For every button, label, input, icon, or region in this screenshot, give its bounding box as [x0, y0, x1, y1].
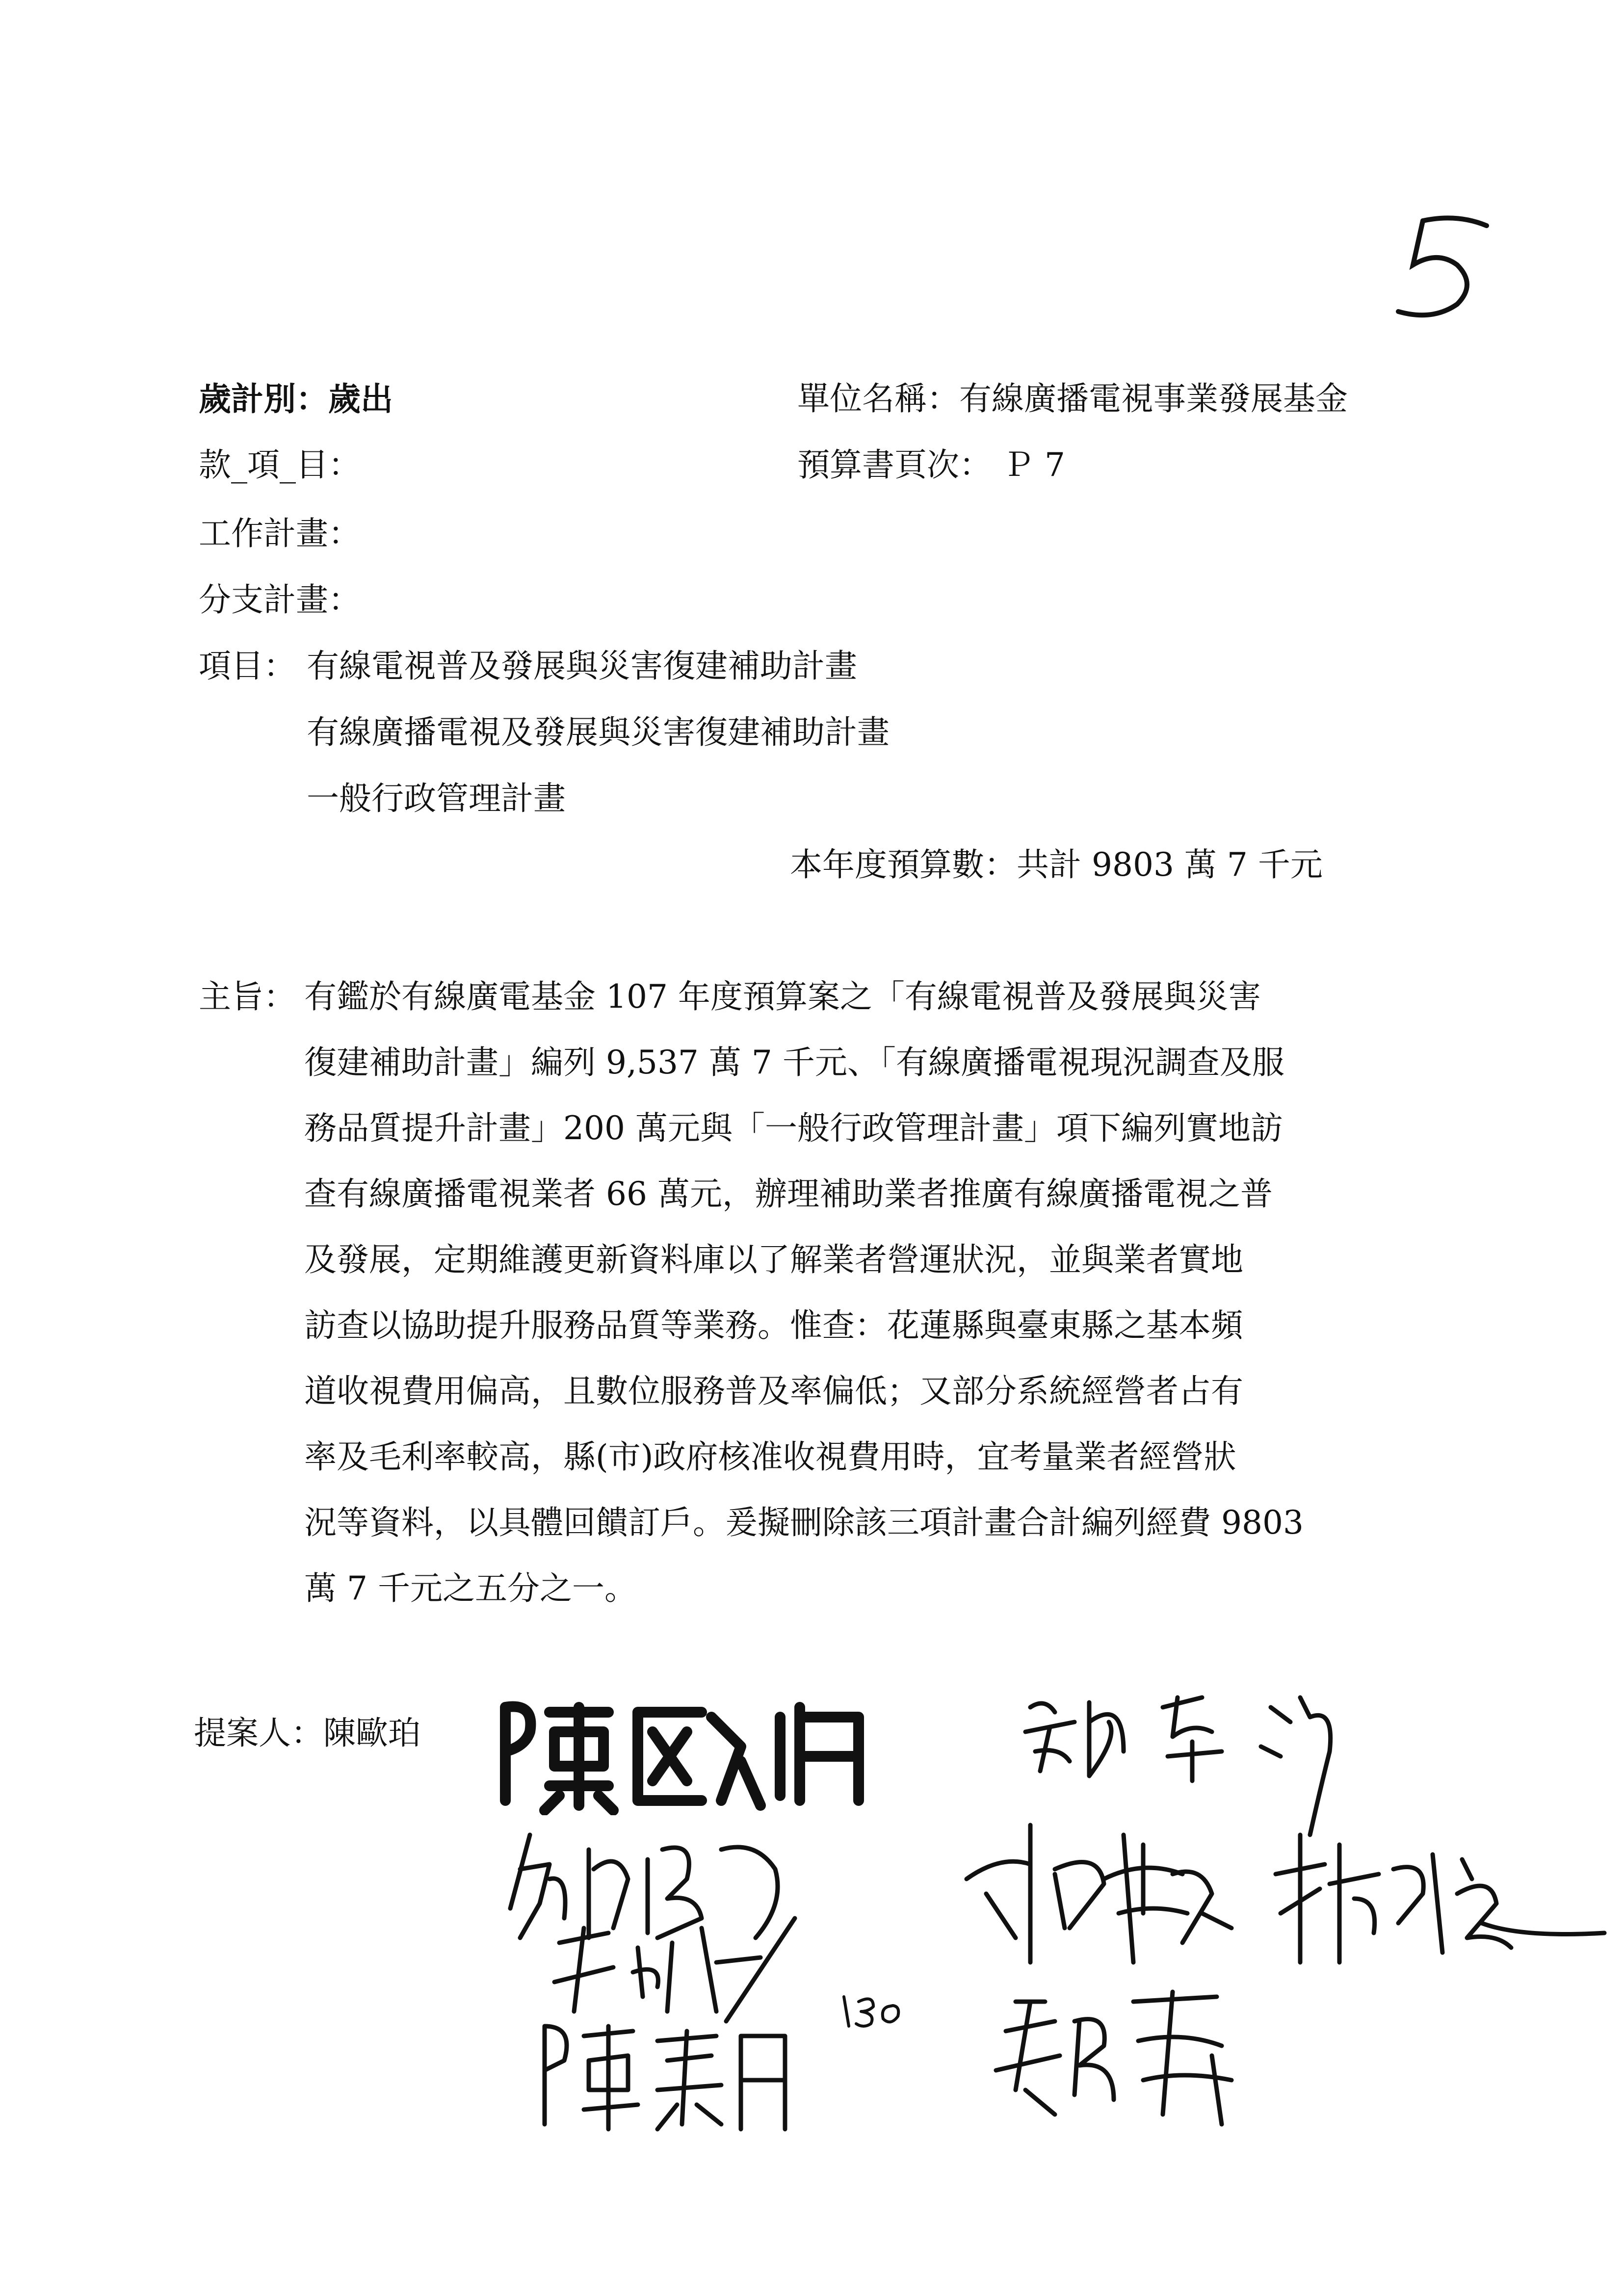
purpose-line: 務品質提升計畫」200 萬元與「一般行政管理計畫」項下編列實地訪: [304, 1109, 1283, 1147]
proposer-label: 提案人：陳歐珀: [194, 1714, 420, 1752]
purpose-line: 道收視費用偏高，且數位服務普及率偏低；又部分系統經營者占有: [304, 1372, 1243, 1410]
item-line: 一般行政管理計畫: [307, 780, 566, 817]
purpose-line: 訪查以協助提升服務品質等業務。惟查：花蓮縣與臺東縣之基本頻: [304, 1306, 1243, 1344]
sub-plan: 分支計畫：: [199, 581, 361, 619]
purpose-label: 主旨：: [199, 978, 296, 1016]
signature-left-row4: [530, 2007, 805, 2139]
purpose-line: 有鑑於有線廣電基金 107 年度預算案之「有線電視普及發展與災害: [304, 978, 1261, 1016]
purpose-line: 萬 7 千元之五分之一。: [304, 1569, 637, 1607]
purpose-line: 查有線廣播電視業者 66 萬元，辦理補助業者推廣有線廣播電視之普: [304, 1175, 1273, 1213]
budget-page: 預算書頁次： Ｐ 7: [797, 446, 1065, 484]
purpose-line: 復建補助計畫」編列 9,537 萬 7 千元、「有線廣播電視現況調查及服: [304, 1044, 1284, 1081]
section-item: 款_項_目：: [199, 446, 361, 484]
handwritten-page-number: [1384, 211, 1492, 324]
signature-right-row3: [986, 1982, 1261, 2129]
handwritten-note-130: [834, 1987, 913, 2031]
budget-total: 本年度預算數：共計 9803 萬 7 千元: [790, 846, 1323, 884]
items-label: 項目：: [199, 647, 296, 685]
item-line: 有線電視普及發展與災害復建補助計畫: [307, 647, 857, 685]
signature-chen-ou-po: [496, 1688, 878, 1815]
item-line: 有線廣播電視及發展與災害復建補助計畫: [307, 713, 890, 751]
purpose-line: 況等資料，以具體回饋訂戶。爰擬刪除該三項計畫合計編列經費 9803: [304, 1504, 1304, 1541]
unit-name: 單位名稱：有線廣播電視事業發展基金: [797, 380, 1348, 417]
purpose-line: 率及毛利率較高，縣(市)政府核准收視費用時，宜考量業者經營狀: [304, 1438, 1236, 1476]
purpose-body: [304, 964, 1467, 1621]
budget-category: 歲計別：歲出: [199, 380, 393, 418]
signature-right-row2b: [1266, 1825, 1609, 1972]
purpose-line: 及發展，定期維護更新資料庫以了解業者營運狀況，並與業者實地: [304, 1241, 1243, 1278]
signature-right-row2a: [957, 1815, 1271, 1977]
work-plan: 工作計畫：: [199, 515, 361, 552]
